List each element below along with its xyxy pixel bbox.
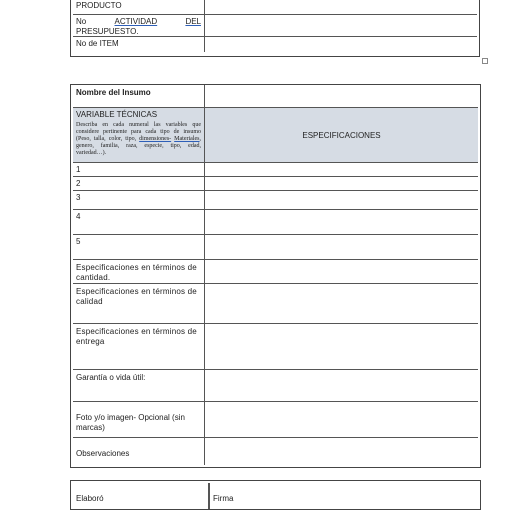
label-presupuesto: PRESUPUESTO. (76, 27, 139, 36)
observations-value-cell[interactable] (205, 438, 478, 465)
photo-label: Foto y/o imagen- Opcional (sin marcas) (73, 402, 205, 437)
quantity-spec-label: Especificaciones en términos de cantidad. (73, 260, 205, 283)
warranty-label: Garantía o vida útil: (73, 370, 205, 401)
technical-variables-row (73, 108, 478, 163)
variable-row-value-cell[interactable] (205, 191, 478, 209)
variable-row-label: 2 (73, 177, 205, 190)
observations-row (73, 438, 478, 465)
quality-spec-value-cell[interactable] (205, 284, 478, 323)
variable-row-4 (73, 210, 478, 235)
signature-cell[interactable] (209, 483, 478, 509)
quantity-spec-value-cell[interactable] (205, 260, 478, 283)
label-no: No (76, 17, 87, 26)
description-text-b: , genero, familia, raza, especie, tipo, edad, variedad…). (76, 136, 201, 156)
item-number-row (73, 37, 477, 52)
variable-row-5 (73, 235, 478, 260)
variable-row-1 (73, 163, 478, 177)
signature-label: Firma (213, 494, 234, 503)
item-number-value-cell[interactable] (205, 37, 477, 52)
variable-row-value-cell[interactable] (205, 163, 478, 176)
description-link-dimensiones: dimensiones- (139, 136, 172, 142)
supply-name-label: Nombre del Insumo (73, 85, 205, 107)
item-number-label: No de ITEM (73, 37, 205, 52)
supply-name-row (73, 85, 478, 108)
variable-row-3 (73, 191, 478, 210)
variable-row-value-cell[interactable] (205, 177, 478, 190)
variable-row-label: 5 (73, 235, 205, 259)
warranty-row (73, 370, 478, 402)
variable-row-label: 3 (73, 191, 205, 209)
photo-row (73, 402, 478, 438)
table-resize-handle[interactable] (482, 58, 488, 64)
observations-label: Observaciones (73, 438, 205, 465)
budget-activity-value-cell[interactable] (205, 15, 477, 36)
technical-variables-label (73, 108, 205, 162)
description-link-materiales: Materiales (174, 136, 200, 142)
product-value-cell[interactable] (205, 0, 477, 14)
warranty-value-cell[interactable] (205, 370, 478, 401)
signature-row (73, 483, 478, 509)
variable-row-value-cell[interactable] (205, 210, 478, 234)
product-row (73, 0, 477, 15)
quality-spec-label: Especificaciones en términos de calidad (73, 284, 205, 323)
budget-activity-label (73, 15, 205, 36)
label-actividad: ACTIVIDAD (114, 17, 158, 26)
variable-row-label: 1 (73, 163, 205, 176)
delivery-spec-row (73, 324, 478, 370)
product-label: PRODUCTO (73, 0, 205, 14)
variable-row-label: 4 (73, 210, 205, 234)
product-info-table (70, 0, 480, 57)
quantity-spec-row (73, 260, 478, 284)
technical-variables-description (76, 122, 201, 157)
budget-activity-row (73, 15, 477, 37)
variable-row-2 (73, 177, 478, 191)
supply-spec-table (70, 84, 481, 468)
quality-spec-row (73, 284, 478, 324)
photo-value-cell[interactable] (205, 402, 478, 437)
description-text-a: Describa en cada numeral las variables que considere pertinente para cada tipo de insumo (Peso, talla, color, tipo, (76, 122, 201, 142)
technical-variables-title: VARIABLE TÉCNICAS (76, 110, 158, 119)
supply-name-value-cell[interactable] (205, 85, 478, 107)
specifications-header-cell (205, 108, 478, 162)
specifications-header: ESPECIFICACIONES (302, 130, 381, 140)
delivery-spec-label: Especificaciones en términos de entrega (73, 324, 205, 369)
variable-row-value-cell[interactable] (205, 235, 478, 259)
prepared-by-label: Elaboró (73, 483, 209, 509)
signature-table (70, 480, 481, 510)
delivery-spec-value-cell[interactable] (205, 324, 478, 369)
label-del: DEL (185, 17, 201, 26)
